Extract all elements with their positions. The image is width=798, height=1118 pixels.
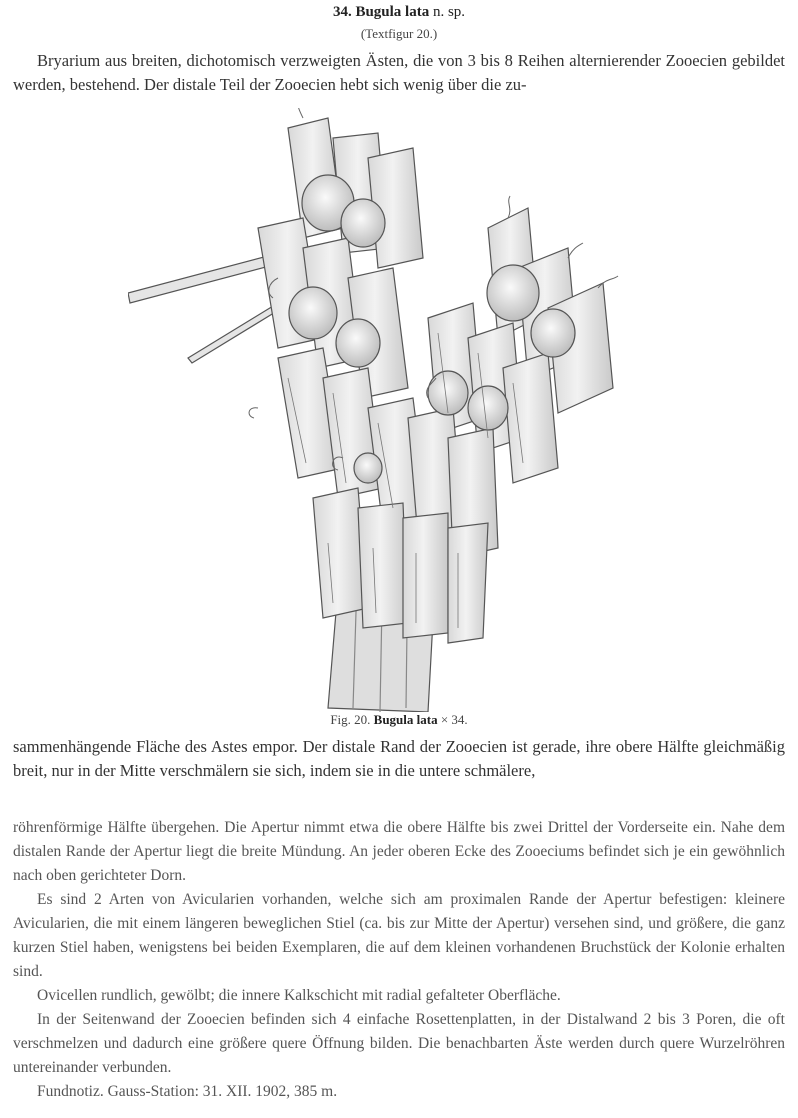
figure-magnification: × 34. <box>440 712 468 727</box>
paragraph-ovicellen: Ovicellen rundlich, gewölbt; die innere Kalkschicht mit radial gefalteter Oberfläche. <box>37 987 561 1004</box>
species-designation: n. sp. <box>432 4 466 20</box>
paragraph-continuation: sammenhängende Fläche des Astes empor. Der distale Rand der Zooecien ist gerade, ihre obere Hälfte gleichmäßig breit, nur in der Mitte verschmälern sie sich, indem sie in die untere schmälere, <box>13 737 785 780</box>
paragraph-fundnotiz: Fundnotiz. Gauss-Station: 31. XII. 1902, 385 m. <box>37 1083 338 1100</box>
species-heading <box>0 4 798 21</box>
species-name: Bugula lata <box>355 4 430 20</box>
paragraph-seitenwand: In der Seitenwand der Zooecien befinden sich 4 einfache Rosettenplatten, in der Distalwand 2 bis 3 Poren, die oft verschmelzen und dadurch eine größere quere Öffnung bilden. Die benachbarten Äste werden durch quere Wurzelröhren untereinander verbunden. <box>13 1011 785 1076</box>
paragraph-description: Bryarium aus breiten, dichotomisch verzweigten Ästen, die von 3 bis 8 Reihen alternierender Zooecien gebildet werden, bestehend. Der distale Teil der Zooecien hebt sich wenig über die zu- <box>13 51 785 94</box>
figure-species: Bugula lata <box>373 712 438 727</box>
figure-label: Fig. 20. <box>330 712 371 727</box>
paragraph-avicularien: Es sind 2 Arten von Avicularien vorhanden, welche sich am proximalen Rande der Apertur befestigen: kleinere Avicularien, die mit einem längeren beweglichen Stiel (ca. bis zur Mitte der Apertur) versehen sind, und größere, die ganz kurzen Stiel haben, wenigstens bei beiden Exemplaren, die auf dem kleinen vorhandenen Bruchstück der Kolonie erhalten sind. <box>13 891 785 980</box>
species-number: 34. <box>332 4 352 20</box>
figure-reference: (Textfigur 20.) <box>360 26 438 41</box>
figure-caption <box>0 712 798 728</box>
paragraph-apertur: röhrenförmige Hälfte übergehen. Die Apertur nimmt etwa die obere Hälfte bis zwei Drittel der Vorderseite ein. Nahe dem distalen Rande der Apertur liegt die breite Mündung. An jeder oberen Ecke des Zooeciums befindet sich je ein gewöhnlich nach oben gerichteter Dorn. <box>13 819 785 884</box>
bryozoan-illustration <box>128 108 648 712</box>
